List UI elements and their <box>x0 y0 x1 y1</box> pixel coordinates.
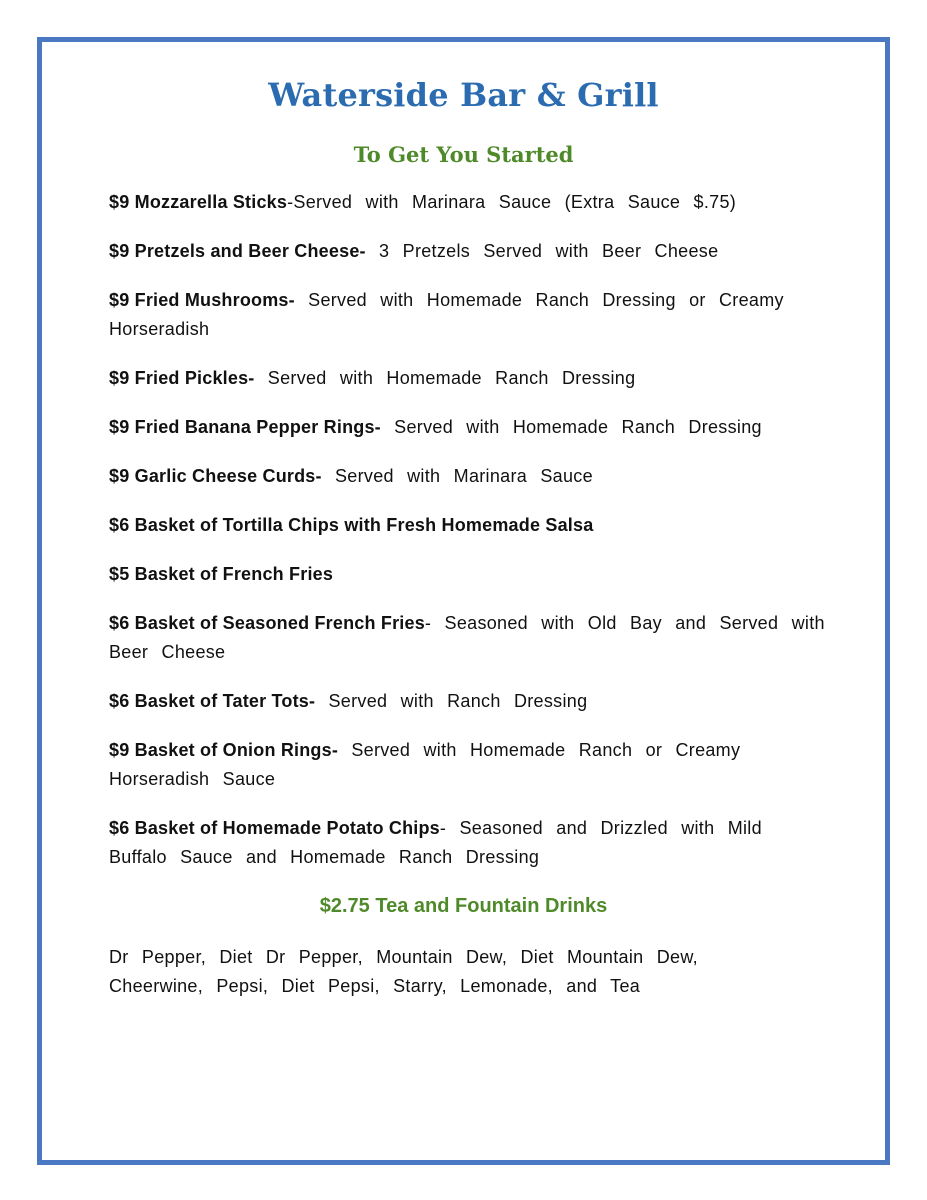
item-name: $9 Fried Pickles- <box>109 368 255 388</box>
item-name: $9 Pretzels and Beer Cheese- <box>109 241 366 261</box>
menu-item-banana-pepper-rings <box>109 413 829 442</box>
item-description: 3 Pretzels Served with Beer Cheese <box>365 241 719 261</box>
starters-heading: To Get You Started <box>353 142 574 167</box>
drinks-list: Dr Pepper, Diet Dr Pepper, Mountain Dew, Diet Mountain Dew, Cheerwine, Pepsi, Diet Pepsi, Starry, Lemonade, and Tea <box>109 947 698 996</box>
item-name: $9 Fried Mushrooms- <box>109 290 295 310</box>
menu-item-tater-tots <box>109 687 829 716</box>
item-name: $6 Basket of Tater Tots- <box>109 691 316 711</box>
starters-list <box>109 188 829 892</box>
item-description: Served with Homemade Ranch Dressing or Creamy Horseradish <box>109 290 784 339</box>
menu-item-garlic-cheese-curds <box>109 462 829 491</box>
menu-item-pretzels <box>109 237 829 266</box>
item-description: Served with Marinara Sauce <box>321 466 593 486</box>
item-name: $9 Basket of Onion Rings- <box>109 740 339 760</box>
menu-item-onion-rings <box>109 736 829 794</box>
item-description: Served with Ranch Dressing <box>315 691 588 711</box>
item-description: Served with Homemade Ranch Dressing <box>254 368 636 388</box>
menu-item-french-fries <box>109 560 829 589</box>
item-name: $6 Basket of Seasoned French Fries <box>109 613 425 633</box>
item-description: - Seasoned with Old Bay and Served with Beer Cheese <box>109 613 825 662</box>
item-description: -Served with Marinara Sauce (Extra Sauce $.75) <box>287 192 737 212</box>
menu-item-potato-chips <box>109 814 829 872</box>
menu-item-mozzarella-sticks <box>109 188 829 217</box>
item-name: $6 Basket of Homemade Potato Chips <box>109 818 440 838</box>
menu-item-seasoned-fries <box>109 609 829 667</box>
item-description: Served with Homemade Ranch or Creamy Horseradish Sauce <box>109 740 741 789</box>
menu-item-fried-pickles <box>109 364 829 393</box>
item-name: $9 Garlic Cheese Curds- <box>109 466 322 486</box>
item-name: $5 Basket of French Fries <box>109 564 334 584</box>
item-name: $9 Fried Banana Pepper Rings- <box>109 417 381 437</box>
drinks-heading: $2.75 Tea and Fountain Drinks <box>319 895 608 917</box>
item-description: Served with Homemade Ranch Dressing <box>380 417 762 437</box>
item-description: - Seasoned and Drizzled with Mild Buffalo Sauce and Homemade Ranch Dressing <box>109 818 762 867</box>
item-name: $6 Basket of Tortilla Chips with Fresh Homemade Salsa <box>109 515 594 535</box>
item-name: $9 Mozzarella Sticks <box>109 192 288 212</box>
menu-item-tortilla-chips <box>109 511 829 540</box>
menu-item-fried-mushrooms <box>109 286 829 344</box>
restaurant-title: Waterside Bar & Grill <box>268 76 659 114</box>
